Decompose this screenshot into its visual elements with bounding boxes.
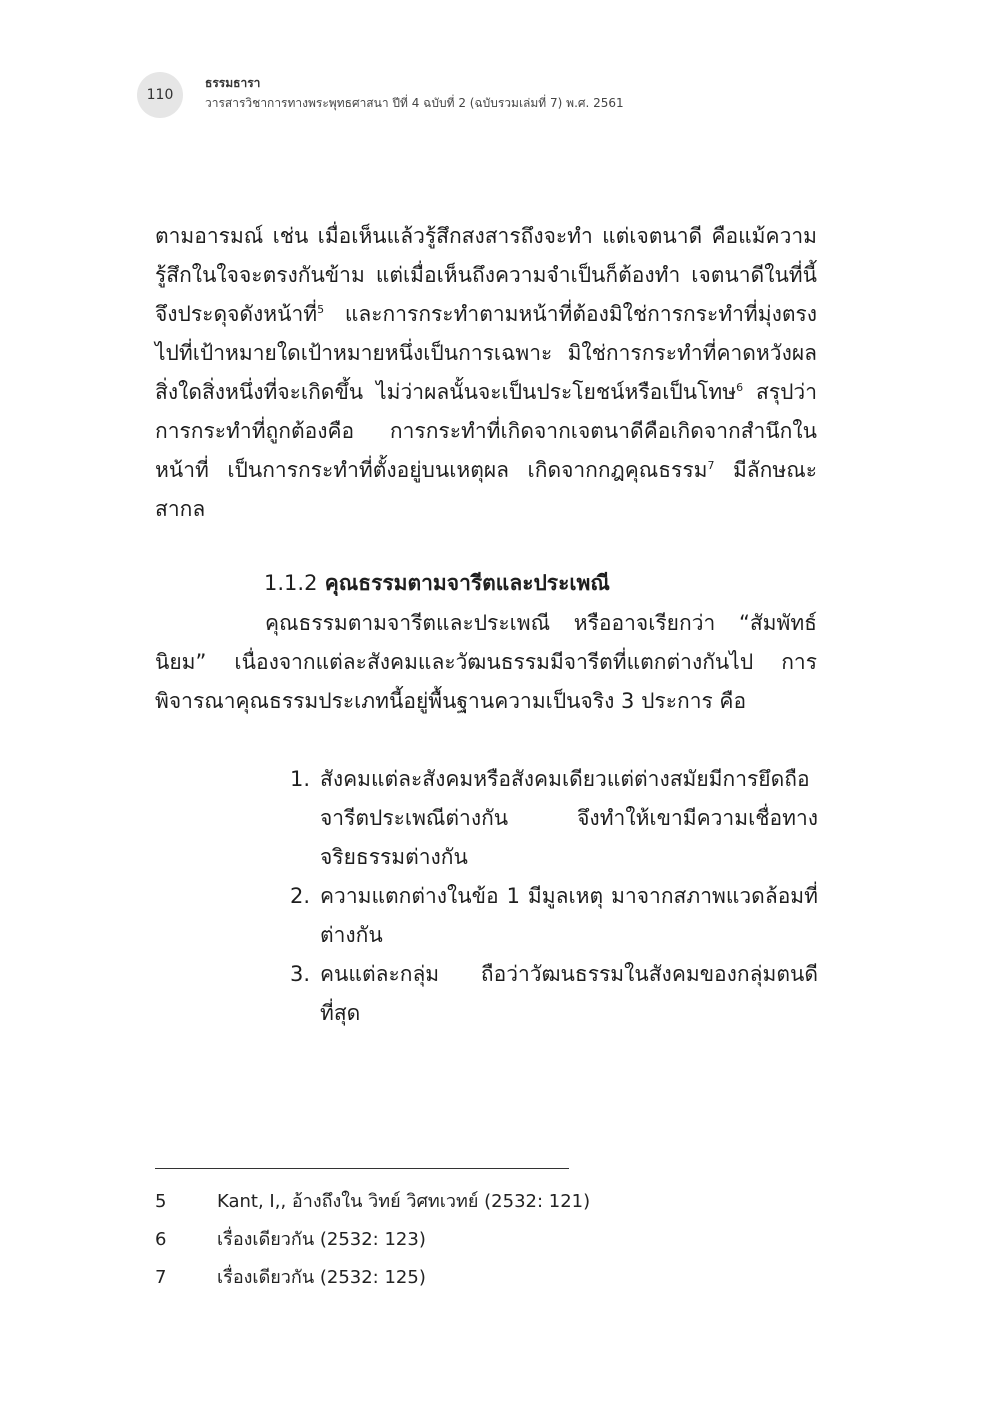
footnote-text: เรื่องเดียวกัน (2532: 125): [217, 1267, 426, 1288]
footnote-text: เรื่องเดียวกัน (2532: 123): [217, 1229, 426, 1250]
body-paragraph: [155, 217, 817, 529]
numbered-list: [290, 760, 818, 1033]
section-number: 1.1.2: [264, 571, 318, 595]
body-paragraph: คุณธรรมตามจารีตและประเพณี หรืออาจเรียกว่า “สัมพัทธ์นิยม” เนื่องจากแต่ละสังคมและวัฒนธรรมมีจารีตที่แตกต่างกันไป การพิจารณาคุณธรรมประเภทนี้อยู่พื้นฐานความเป็นจริง 3 ประการ คือ: [155, 611, 817, 713]
footnote-reference[interactable]: 7: [707, 459, 715, 472]
paragraph-text: ตามอารมณ์ เช่น เมื่อเห็นแล้วรู้สึกสงสารถึงจะทำ แต่เจตนาดี คือแม้ความรู้สึกในใจจะตรงกันข้าม แต่เมื่อเห็นถึงความจำเป็นก็ต้องทำ เจตนาดีในที่นี้จึงประดุจดังหน้าที่: [155, 224, 817, 326]
footnote: [155, 1228, 426, 1252]
list-number: 3.: [290, 962, 311, 986]
footnote-text: Kant, I,, อ้างถึงใน วิทย์ วิศทเวทย์ (2532: 121): [217, 1191, 591, 1212]
paragraph-text: และการกระทำตามหน้าที่ต้องมิใช่การกระทำที่มุ่งตรงไปที่เป้าหมายใดเป้าหมายหนึ่งเป็นการเฉพาะ มิใช่การกระทำที่คาดหวังผลสิ่งใดสิ่งหนึ่งที่จะเกิดขึ้น ไม่ว่าผลนั้นจะเป็นประโยชน์หรือเป็นโทษ: [155, 302, 817, 404]
list-number: 1.: [290, 767, 311, 791]
footnote: [155, 1190, 590, 1214]
paragraph-text: มีลักษณะสากล: [155, 458, 817, 521]
list-item: [290, 760, 818, 877]
footnote-number: 6: [155, 1229, 167, 1250]
section-title: คุณธรรมตามจารีตและประเพณี: [324, 571, 610, 595]
list-text: คนแต่ละกลุ่ม ถือว่าวัฒนธรรมในสังคมของกลุ่มตนดีที่สุด: [320, 962, 818, 1025]
footnote: [155, 1266, 426, 1290]
section-heading: [264, 564, 610, 603]
list-text: ความแตกต่างในข้อ 1 มีมูลเหตุ มาจากสภาพแวดล้อมที่ต่างกัน: [320, 884, 818, 947]
list-item: [290, 877, 818, 955]
list-text: สังคมแต่ละสังคมหรือสังคมเดียวแต่ต่างสมัยมีการยึดถือจารีตประเพณีต่างกัน จึงทำให้เขามีความเชื่อทางจริยธรรมต่างกัน: [320, 767, 818, 869]
footnote-number: 5: [155, 1191, 167, 1212]
journal-name: ธรรมธารา: [205, 76, 261, 90]
footnote-number: 7: [155, 1267, 167, 1288]
page-number-badge: 110: [137, 72, 183, 118]
footnote-reference[interactable]: 5: [317, 303, 325, 316]
list-item: [290, 955, 818, 1033]
paragraph-text: สรุปว่า การกระทำที่ถูกต้องคือ การกระทำที่เกิดจากเจตนาดีคือเกิดจากสำนึกในหน้าที่ เป็นการกระทำที่ตั้งอยู่บนเหตุผล เกิดจากกฎคุณธรรม: [155, 380, 818, 482]
journal-issue: วารสารวิชาการทางพระพุทธศาสนา ปีที่ 4 ฉบับที่ 2 (ฉบับรวมเล่มที่ 7) พ.ศ. 2561: [205, 96, 624, 110]
list-number: 2.: [290, 884, 311, 908]
footnote-divider: [155, 1168, 569, 1169]
footnote-reference[interactable]: 6: [736, 381, 744, 394]
